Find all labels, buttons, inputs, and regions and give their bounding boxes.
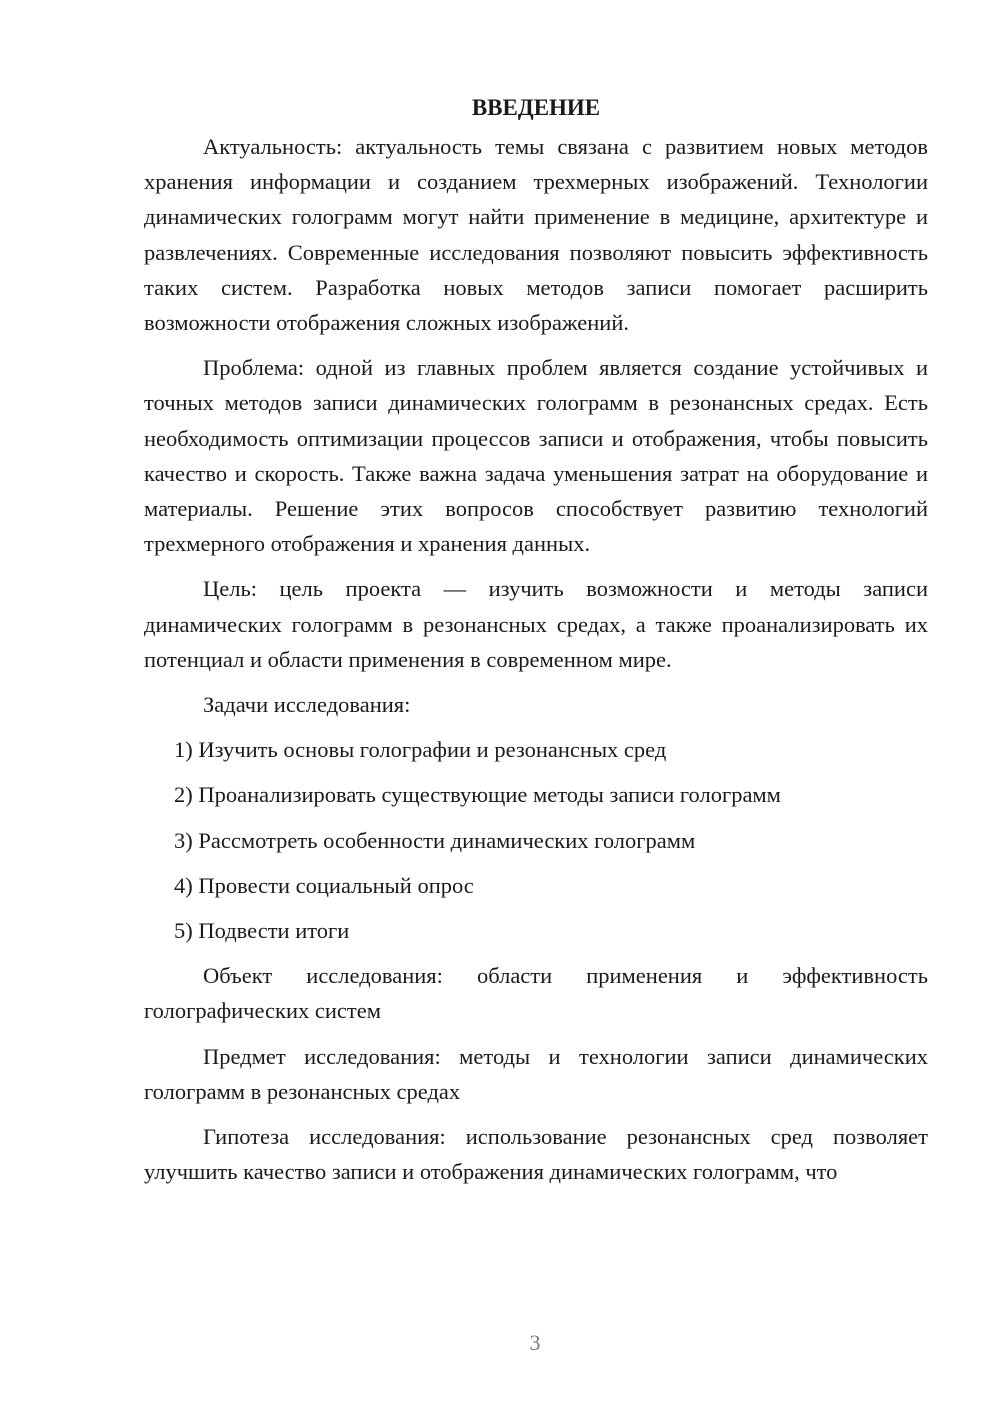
list-item: 1) Изучить основы голографии и резонансных сред [174, 737, 667, 763]
problem-paragraph: Проблема: одной из главных проблем является создание устойчивых и точных методов записи динамических голограмм в резонансных средах. Есть необходимость оптимизации процессов записи и отображения, чтобы повысить качество и скорость. Также важна задача уменьшения затрат на оборудование и материалы. Решение этих вопросов способствует развитию технологий трехмерного отображения и хранения данных. [144, 355, 928, 557]
relevance-paragraph: Актуальность: актуальность темы связана с развитием новых методов хранения информации и созданием трехмерных изображений. Технологии динамических голограмм могут найти применение в медицине, архитектуре и развлечениях. Современные исследования позволяют повысить эффективность таких систем. Разработка новых методов записи помогает расширить возможности отображения сложных изображений. [144, 134, 928, 336]
page-title: ВВЕДЕНИЕ [471, 95, 601, 120]
hypothesis-paragraph: Гипотеза исследования: использование резонансных сред позволяет улучшить качество записи и отображения динамических голограмм, что [144, 1124, 928, 1185]
list-item: 4) Провести социальный опрос [174, 872, 474, 898]
page-number: 3 [529, 1330, 541, 1355]
list-item: 2) Проанализировать существующие методы записи голограмм [174, 782, 781, 808]
subject-paragraph: Предмет исследования: методы и технологии записи динамических голограмм в резонансных средах [144, 1043, 928, 1104]
document-page [144, 90, 928, 1199]
object-paragraph: Объект исследования: области применения и эффективность голографических систем [144, 963, 928, 1024]
tasks-title: Задачи исследования: [203, 692, 411, 718]
tasks-list [144, 732, 928, 948]
goal-paragraph: Цель: цель проекта — изучить возможности и методы записи динамических голограмм в резонансных средах, а также проанализировать их потенциал и области применения в современном мире. [144, 576, 928, 672]
list-item: 3) Рассмотреть особенности динамических голограмм [174, 827, 696, 853]
list-item: 5) Подвести итоги [174, 918, 350, 944]
